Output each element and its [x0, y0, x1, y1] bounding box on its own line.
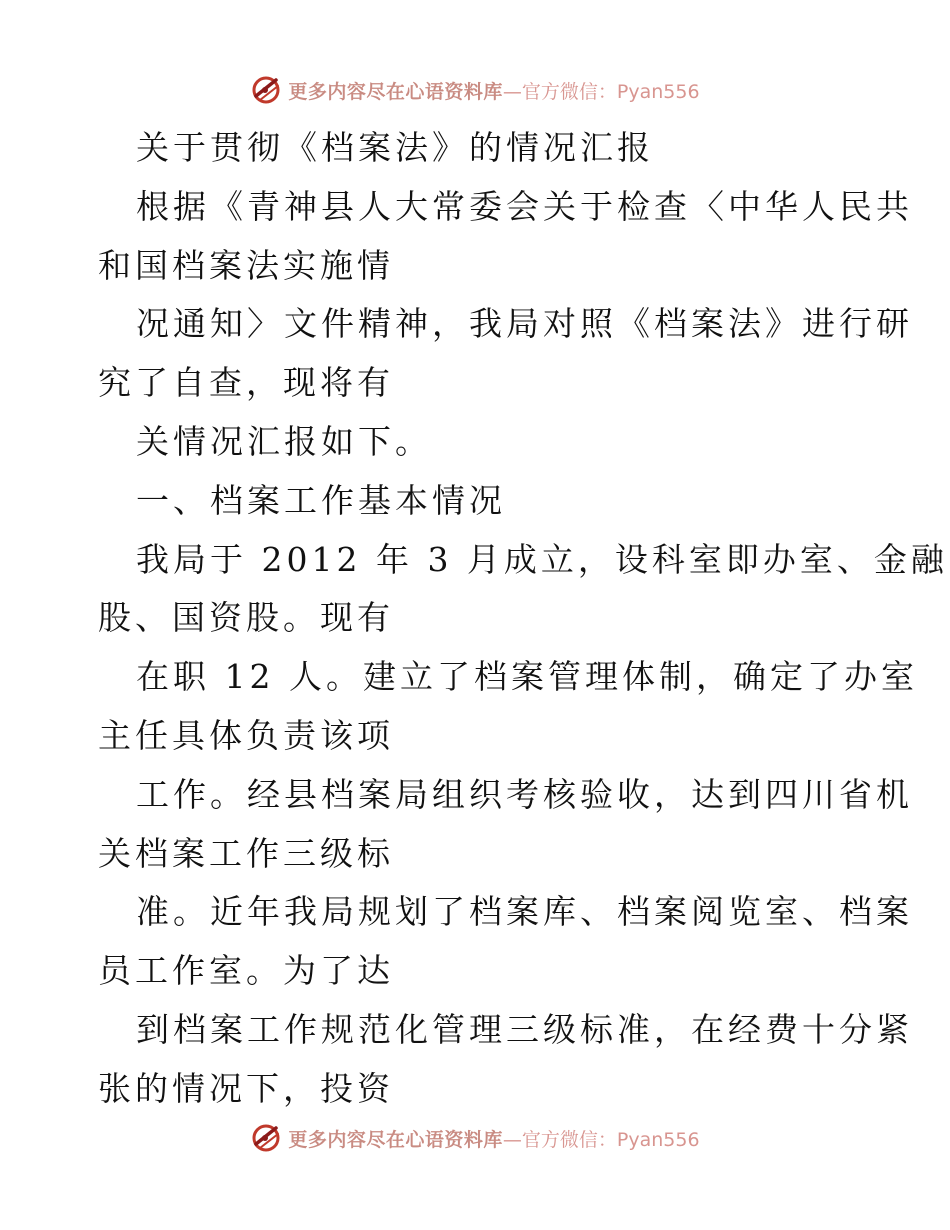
document-line: 究了自查，现将有 [98, 363, 394, 403]
watermark-wechat-text: —官方微信：Pyan556 [502, 80, 700, 103]
document-line: 根据《青神县人大常委会关于检查〈中华人民共 [136, 186, 913, 226]
document-line: 工作。经县档案局组织考核验收，达到四川省机 [136, 774, 913, 814]
document-line: 关于贯彻《档案法》的情况汇报 [136, 128, 654, 167]
watermark-wechat-text: —官方微信：Pyan556 [502, 1128, 700, 1151]
document-line: 和国档案法实施情 [98, 245, 394, 285]
watermark-brand-text: 更多内容尽在心语资料库 [288, 80, 503, 103]
header-watermark [0, 72, 950, 108]
document-line: 员工作室。为了达 [98, 951, 394, 991]
document-line: 在职 12 人。建立了档案管理体制，确定了办室 [136, 657, 918, 697]
document-line: 主任具体负责该项 [98, 716, 394, 755]
document-line: 张的情况下，投资 [98, 1068, 394, 1108]
footer-watermark [0, 1120, 950, 1156]
document-line: 况通知〉文件精神，我局对照《档案法》进行研 [136, 304, 913, 344]
document-line: 我局于 2012 年 3 月成立，设科室即办室、金融 [136, 539, 948, 579]
watermark-brand-text: 更多内容尽在心语资料库 [288, 1128, 503, 1151]
brand-logo-icon [250, 1122, 282, 1154]
document-line: 准。近年我局规划了档案库、档案阅览室、档案 [136, 892, 913, 932]
document-line: 到档案工作规范化管理三级标准，在经费十分紧 [136, 1010, 913, 1049]
brand-logo-icon [250, 74, 282, 106]
document-line: 关档案工作三级标 [98, 833, 394, 873]
document-line: 一、档案工作基本情况 [136, 480, 506, 520]
document-line: 关情况汇报如下。 [136, 422, 432, 461]
document-line: 股、国资股。现有 [98, 598, 394, 638]
